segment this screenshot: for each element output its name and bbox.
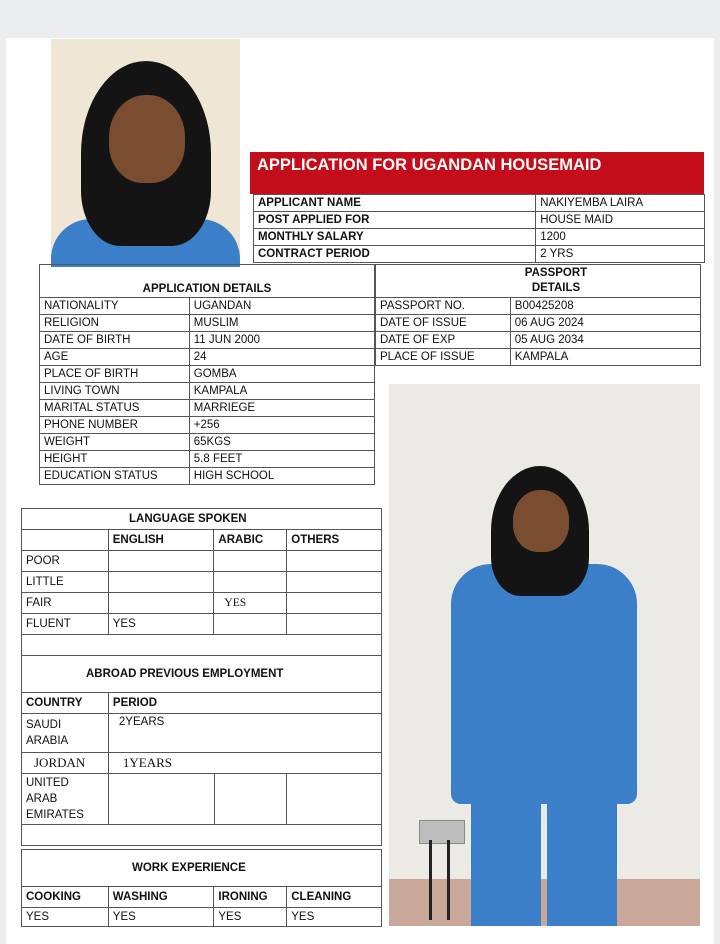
passport-details-heading: PASSPORT DETAILS [376,265,701,298]
full-body-photo [389,384,700,926]
table-row: NATIONALITY UGANDAN [40,298,375,315]
application-details-heading: APPLICATION DETAILS [40,265,375,298]
table-row: PHONE NUMBER +256 [40,417,375,434]
page-title: APPLICATION FOR UGANDAN HOUSEMAID [257,156,602,174]
table-row: LITTLE [22,572,382,593]
table-row: UNITED ARAB EMIRATES [22,774,382,825]
table-row: FAIR YES [22,593,382,614]
table-row: LIVING TOWN KAMPALA [40,383,375,400]
table-row: COOKING WASHING IRONING CLEANING [22,887,382,908]
table-row: PASSPORT NO. B00425208 [376,298,701,315]
table-row: POST APPLIED FOR HOUSE MAID [254,212,705,229]
portrait-photo [51,39,240,267]
passport-details-table [375,264,701,366]
table-row: AGE 24 [40,349,375,366]
table-row: MONTHLY SALARY 1200 [254,229,705,246]
employment-heading: ABROAD PREVIOUS EMPLOYMENT [22,656,382,693]
language-heading: LANGUAGE SPOKEN [22,509,382,530]
table-row: PLACE OF ISSUE KAMPALA [376,349,701,366]
application-details-table [39,264,375,485]
work-experience-heading: WORK EXPERIENCE [22,850,382,887]
table-row: SAUDI ARABIA 2YEARS [22,714,382,753]
title-bar [250,152,704,194]
table-row: FLUENT YES [22,614,382,635]
employment-table: ABROAD PREVIOUS EMPLOYMENT COUNTRY PERIOD SAUDI ARABIA 2YEARS JORDAN 1YEARS UNITED ARAB EMIRATES [21,655,382,846]
table-row: EDUCATION STATUS HIGH SCHOOL [40,468,375,485]
table-row: YES YES YES YES [22,908,382,927]
language-table: LANGUAGE SPOKEN ENGLISH ARABIC OTHERS POOR LITTLE FAIR YES FLUENT YES [21,508,382,656]
table-row: CONTRACT PERIOD 2 YRS [254,246,705,263]
table-row: DATE OF EXP 05 AUG 2034 [376,332,701,349]
table-row: DATE OF ISSUE 06 AUG 2024 [376,315,701,332]
table-row: HEIGHT 5.8 FEET [40,451,375,468]
table-row: POOR [22,551,382,572]
work-experience-table [21,849,382,927]
table-row: JORDAN 1YEARS [22,753,382,774]
table-row: DATE OF BIRTH 11 JUN 2000 [40,332,375,349]
table-row: APPLICANT NAME NAKIYEMBA LAIRA [254,195,705,212]
table-row: RELIGION MUSLIM [40,315,375,332]
table-row: WEIGHT 65KGS [40,434,375,451]
summary-table [253,194,705,263]
table-row: MARITAL STATUS MARRIEGE [40,400,375,417]
table-row: PLACE OF BIRTH GOMBA [40,366,375,383]
